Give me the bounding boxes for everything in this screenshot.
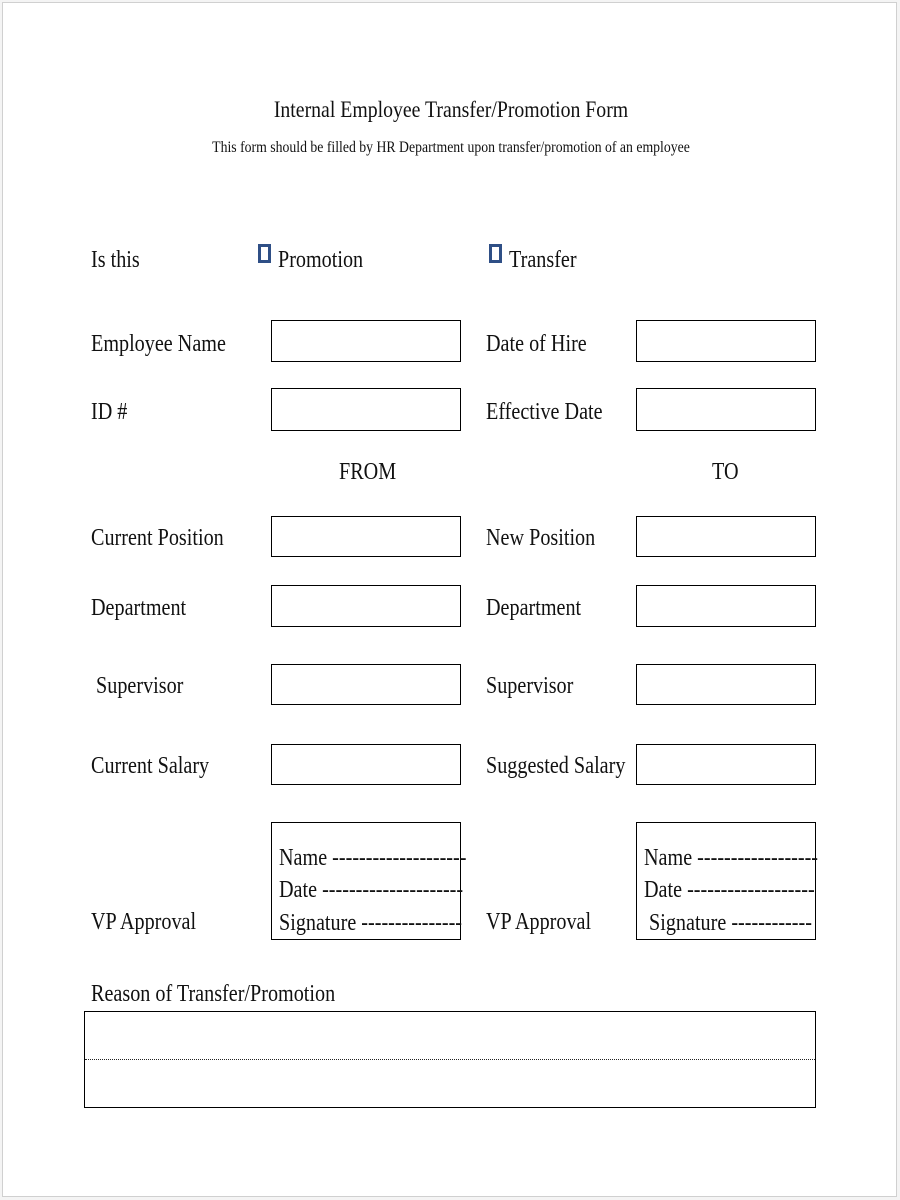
id-field[interactable] bbox=[271, 388, 461, 431]
to-vp-approval-box[interactable] bbox=[636, 822, 819, 940]
new-position-label: New Position bbox=[486, 525, 596, 551]
reason-label: Reason of Transfer/Promotion bbox=[91, 981, 336, 1007]
from-department-field[interactable] bbox=[271, 585, 461, 627]
from-vp-approval-label: VP Approval bbox=[91, 909, 197, 935]
date-of-hire-label: Date of Hire bbox=[486, 331, 587, 357]
type-question-label: Is this bbox=[91, 247, 140, 273]
form-title: Internal Employee Transfer/Promotion Form bbox=[273, 97, 629, 122]
from-supervisor-label: Supervisor bbox=[91, 673, 184, 699]
form-subtitle: This form should be filled by HR Department upon transfer/promotion of an employee bbox=[212, 139, 690, 156]
form-page bbox=[2, 2, 897, 1197]
from-approval-date-line: Date --------------------- bbox=[279, 877, 464, 903]
from-department-label: Department bbox=[91, 595, 187, 621]
reason-divider bbox=[85, 1059, 815, 1060]
to-approval-name-line: Name ------------------ bbox=[644, 845, 819, 871]
to-approval-date-line: Date ------------------- bbox=[644, 877, 815, 903]
to-vp-approval-label: VP Approval bbox=[486, 909, 592, 935]
id-label: ID # bbox=[91, 399, 128, 425]
from-vp-approval-box[interactable] bbox=[271, 822, 467, 940]
transfer-option-label: Transfer bbox=[509, 247, 577, 273]
suggested-salary-field[interactable] bbox=[636, 744, 816, 785]
employee-name-field[interactable] bbox=[271, 320, 461, 362]
from-approval-name-line: Name -------------------- bbox=[279, 845, 467, 871]
to-approval-signature-line: Signature ------------ bbox=[644, 910, 812, 936]
current-salary-label: Current Salary bbox=[91, 753, 210, 779]
to-heading: TO bbox=[712, 459, 739, 485]
current-position-field[interactable] bbox=[271, 516, 461, 557]
new-position-field[interactable] bbox=[636, 516, 816, 557]
effective-date-label: Effective Date bbox=[486, 399, 603, 425]
from-heading: FROM bbox=[339, 459, 397, 485]
reason-field[interactable] bbox=[84, 1011, 816, 1108]
from-supervisor-field[interactable] bbox=[271, 664, 461, 705]
current-salary-field[interactable] bbox=[271, 744, 461, 785]
from-approval-signature-line: Signature --------------- bbox=[279, 910, 463, 936]
effective-date-field[interactable] bbox=[636, 388, 816, 431]
suggested-salary-label: Suggested Salary bbox=[486, 753, 626, 779]
promotion-option-label: Promotion bbox=[278, 247, 364, 273]
to-department-label: Department bbox=[486, 595, 582, 621]
transfer-checkbox[interactable] bbox=[489, 244, 502, 263]
date-of-hire-field[interactable] bbox=[636, 320, 816, 362]
to-supervisor-field[interactable] bbox=[636, 664, 816, 705]
promotion-checkbox[interactable] bbox=[258, 244, 271, 263]
employee-name-label: Employee Name bbox=[91, 331, 226, 357]
current-position-label: Current Position bbox=[91, 525, 224, 551]
to-supervisor-label: Supervisor bbox=[486, 673, 574, 699]
to-department-field[interactable] bbox=[636, 585, 816, 627]
